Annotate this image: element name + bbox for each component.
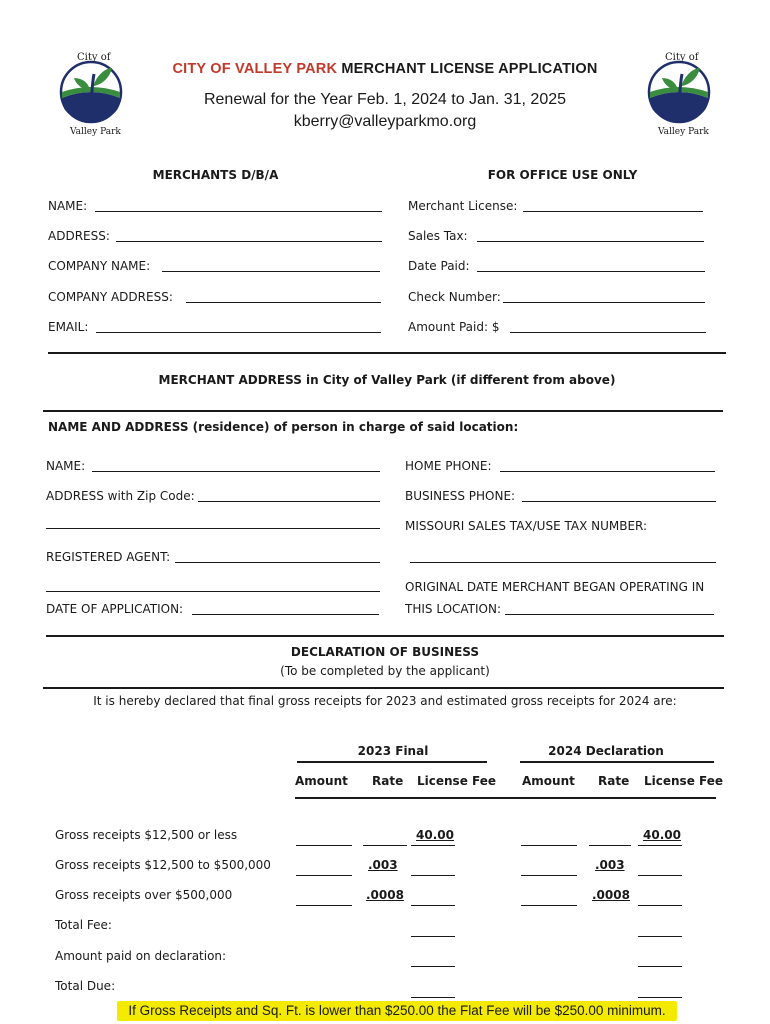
original-date-label: ORIGINAL DATE MERCHANT BEGAN OPERATING IN — [405, 580, 705, 594]
company-name-field[interactable] — [162, 271, 380, 272]
fee-2024-row-2[interactable] — [638, 875, 682, 876]
registered-agent-field[interactable] — [175, 562, 380, 563]
amount-2023-row-2[interactable] — [296, 875, 352, 876]
title-city: CITY OF VALLEY PARK — [172, 61, 338, 77]
merchant-name-field[interactable] — [95, 211, 382, 212]
person-address-label: ADDRESS with Zip Code: — [46, 489, 195, 503]
person-address-field-2[interactable] — [46, 528, 380, 529]
merchant-license-label: Merchant License: — [408, 199, 518, 213]
fee-2024-row-3[interactable] — [638, 905, 682, 906]
col-2024-rule — [520, 761, 714, 763]
minimum-fee-notice: If Gross Receipts and Sq. Ft. is lower than $250.00 the Flat Fee will be $250.00 minimum. — [117, 1001, 677, 1021]
contact-email: kberry@valleyparkmo.org — [293, 113, 477, 130]
amount-2023-row-3[interactable] — [296, 905, 352, 906]
declaration-heading: DECLARATION OF BUSINESS — [290, 645, 480, 659]
original-date-field[interactable] — [505, 614, 714, 615]
seal-text-top: City of — [665, 52, 699, 63]
rate-header-2023: Rate — [372, 774, 404, 788]
amount-paid-label: Amount Paid: $ — [408, 320, 500, 334]
company-address-label: COMPANY ADDRESS: — [48, 290, 173, 304]
date-of-application-label: DATE OF APPLICATION: — [46, 602, 184, 616]
rate-2024-row-2: .003 — [595, 858, 625, 872]
license-fee-header-2024: License Fee — [644, 774, 724, 788]
amount-paid-declaration-label: Amount paid on declaration: — [55, 949, 227, 963]
amount-2024-row-3[interactable] — [521, 905, 577, 906]
fee-2023-row-2[interactable] — [411, 875, 455, 876]
city-seal-right — [636, 46, 722, 138]
amount-paid-field[interactable] — [510, 332, 706, 333]
fee-2023-row-3[interactable] — [411, 905, 455, 906]
city-seal-left — [48, 46, 134, 138]
person-address-field[interactable] — [198, 501, 380, 502]
check-number-label: Check Number: — [408, 290, 501, 304]
fee-2023-row-1-line — [411, 845, 455, 846]
section-divider — [43, 410, 723, 412]
rate-2023-row-2: .003 — [368, 858, 398, 872]
total-due-2024[interactable] — [638, 997, 682, 998]
col-2023-rule — [297, 761, 487, 763]
amount-header-2023: Amount — [295, 774, 348, 788]
page-title — [140, 61, 630, 77]
merchant-email-field[interactable] — [96, 332, 381, 333]
rate-2023-row-3: .0008 — [366, 888, 404, 902]
amount-2024-row-1[interactable] — [521, 845, 577, 846]
date-of-application-field[interactable] — [192, 614, 379, 615]
person-heading: NAME AND ADDRESS (residence) of person in charge of said location: — [48, 420, 519, 434]
office-heading: FOR OFFICE USE ONLY — [487, 168, 638, 182]
amount-header-2024: Amount — [522, 774, 575, 788]
section-divider — [46, 635, 724, 637]
total-due-label: Total Due: — [55, 979, 116, 993]
merchant-name-label: NAME: — [48, 199, 88, 213]
total-fee-2023[interactable] — [411, 936, 455, 937]
check-number-field[interactable] — [503, 302, 705, 303]
renewal-period: Renewal for the Year Feb. 1, 2024 to Jan. 31, 2025 — [203, 91, 567, 108]
sales-tax-number-label: MISSOURI SALES TAX/USE TAX NUMBER: — [405, 519, 648, 533]
registered-agent-field-2[interactable] — [46, 591, 380, 592]
person-name-field[interactable] — [92, 471, 380, 472]
col-2023-heading: 2023 Final — [357, 744, 429, 758]
col-2024-heading: 2024 Declaration — [548, 744, 664, 758]
business-phone-label: BUSINESS PHONE: — [405, 489, 516, 503]
fee-2023-row-1: 40.00 — [416, 828, 454, 842]
rate-header-2024: Rate — [598, 774, 630, 788]
title-form: MERCHANT LICENSE APPLICATION — [341, 61, 598, 77]
rate-2024-row-1[interactable] — [589, 845, 631, 846]
total-fee-label: Total Fee: — [55, 918, 112, 932]
amount-2023-row-1[interactable] — [296, 845, 352, 846]
amount-2024-row-2[interactable] — [521, 875, 577, 876]
sales-tax-number-field[interactable] — [410, 562, 716, 563]
declaration-subheading: (To be completed by the applicant) — [280, 664, 490, 678]
merchant-heading: MERCHANTS D/B/A — [152, 168, 279, 182]
merchant-address-heading: MERCHANT ADDRESS in City of Valley Park (if different from above) — [158, 373, 616, 387]
declaration-statement: It is hereby declared that final gross receipts for 2023 and estimated gross receipts for 2024 are: — [93, 694, 677, 708]
rate-2024-row-3: .0008 — [592, 888, 630, 902]
header-rule — [295, 797, 716, 799]
this-location-label: THIS LOCATION: — [405, 602, 502, 616]
seal-text-top: City of — [77, 52, 111, 63]
seal-text-bottom: Valley Park — [658, 127, 709, 137]
date-paid-label: Date Paid: — [408, 259, 470, 273]
business-phone-field[interactable] — [522, 501, 716, 502]
merchant-address-field[interactable] — [116, 241, 382, 242]
sales-tax-label: Sales Tax: — [408, 229, 468, 243]
amount-paid-2024[interactable] — [638, 966, 682, 967]
row-label-2: Gross receipts $12,500 to $500,000 — [55, 858, 271, 872]
home-phone-field[interactable] — [500, 471, 715, 472]
amount-paid-2023[interactable] — [411, 966, 455, 967]
total-fee-2024[interactable] — [638, 936, 682, 937]
home-phone-label: HOME PHONE: — [405, 459, 492, 473]
license-fee-header-2023: License Fee — [417, 774, 497, 788]
date-paid-field[interactable] — [477, 271, 705, 272]
rate-2023-row-1[interactable] — [363, 845, 407, 846]
seal-text-bottom: Valley Park — [70, 127, 121, 137]
company-name-label: COMPANY NAME: — [48, 259, 151, 273]
row-label-1: Gross receipts $12,500 or less — [55, 828, 238, 842]
section-divider — [48, 352, 726, 354]
merchant-address-label: ADDRESS: — [48, 229, 110, 243]
merchant-email-label: EMAIL: — [48, 320, 89, 334]
fee-2024-row-1-line — [638, 845, 682, 846]
person-name-label: NAME: — [46, 459, 86, 473]
sales-tax-field[interactable] — [477, 241, 704, 242]
section-divider — [43, 687, 724, 689]
company-address-field[interactable] — [186, 302, 381, 303]
fee-2024-row-1: 40.00 — [643, 828, 681, 842]
row-label-3: Gross receipts over $500,000 — [55, 888, 233, 902]
merchant-license-field[interactable] — [523, 211, 703, 212]
total-due-2023[interactable] — [411, 997, 455, 998]
registered-agent-label: REGISTERED AGENT: — [46, 550, 171, 564]
